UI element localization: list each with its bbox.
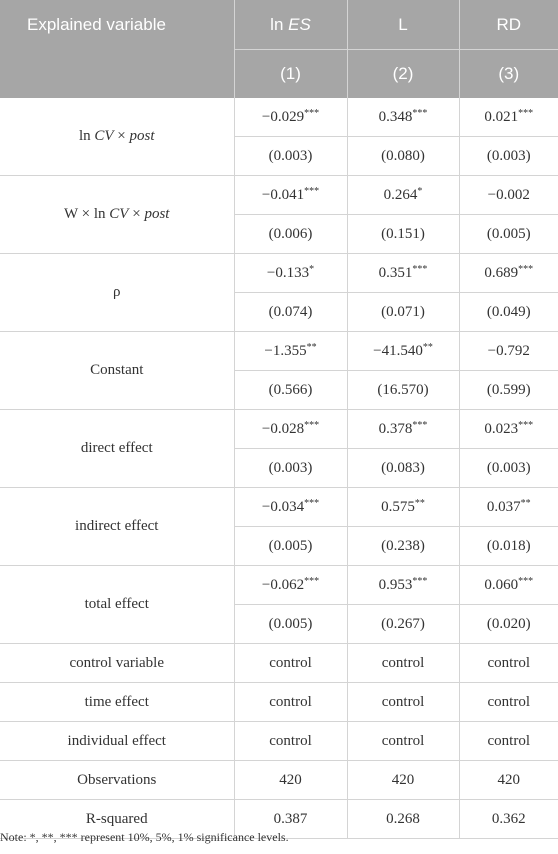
standard-error-cell: (0.005) <box>234 605 347 644</box>
significance-stars: ** <box>414 497 425 509</box>
value-cell: control <box>459 683 558 722</box>
significance-stars: *** <box>412 263 428 275</box>
standard-error-cell: (0.074) <box>234 293 347 332</box>
standard-error-cell: (0.006) <box>234 215 347 254</box>
significance-stars: *** <box>518 107 534 119</box>
table-row <box>0 683 558 722</box>
header-empty-cell <box>0 50 234 99</box>
row-label: direct effect <box>80 440 153 456</box>
header-col-1-main: ln <box>270 14 284 34</box>
table-body <box>0 98 558 839</box>
standard-error-cell: (0.020) <box>459 605 558 644</box>
header-col-3 <box>459 0 558 50</box>
coefficient-value: 0.953 <box>378 576 413 593</box>
coefficient-value: 0.021 <box>484 108 519 125</box>
significance-stars: *** <box>518 263 534 275</box>
coefficient-cell <box>347 410 459 449</box>
table-row <box>0 176 558 215</box>
value-cell: control <box>347 644 459 683</box>
value-cell: control <box>347 683 459 722</box>
significance-stars: *** <box>304 185 320 197</box>
row-variable-cell <box>0 98 234 176</box>
value-cell: 0.362 <box>459 800 558 839</box>
row-variable-cell: Observations <box>0 761 234 800</box>
header-number-3: (3) <box>459 50 558 99</box>
header-number-row <box>0 50 558 99</box>
significance-stars: * <box>309 263 315 275</box>
row-variable-cell <box>0 176 234 254</box>
significance-stars: * <box>417 185 423 197</box>
row-label: Constant <box>90 362 144 378</box>
row-variable-cell <box>0 488 234 566</box>
coefficient-cell <box>347 566 459 605</box>
coefficient-cell <box>234 176 347 215</box>
standard-error-cell: (0.599) <box>459 371 558 410</box>
coefficient-value: 0.575 <box>381 498 415 515</box>
coefficient-cell <box>347 98 459 137</box>
significance-stars: *** <box>412 575 428 587</box>
value-cell: 420 <box>459 761 558 800</box>
coefficient-cell <box>234 332 347 371</box>
coefficient-value: 0.264 <box>383 186 418 203</box>
coefficient-cell <box>347 254 459 293</box>
table-row <box>0 566 558 605</box>
standard-error-cell: (0.267) <box>347 605 459 644</box>
coefficient-value: 0.378 <box>378 420 413 437</box>
standard-error-cell: (0.080) <box>347 137 459 176</box>
table-row <box>0 644 558 683</box>
standard-error-cell: (0.071) <box>347 293 459 332</box>
value-cell: 420 <box>234 761 347 800</box>
coefficient-value: −1.355 <box>264 342 307 359</box>
standard-error-cell: (0.566) <box>234 371 347 410</box>
coefficient-cell <box>234 98 347 137</box>
row-label: W × ln CV × post <box>64 206 170 222</box>
header-col-3-main: RD <box>496 14 522 34</box>
significance-stars: *** <box>412 419 428 431</box>
coefficient-value: −0.041 <box>261 186 305 203</box>
standard-error-cell: (0.005) <box>234 527 347 566</box>
standard-error-cell: (0.151) <box>347 215 459 254</box>
header-row <box>0 0 558 50</box>
row-variable-cell: time effect <box>0 683 234 722</box>
significance-stars: *** <box>518 419 534 431</box>
coefficient-cell <box>234 410 347 449</box>
coefficient-value: −0.029 <box>261 108 305 125</box>
standard-error-cell: (16.570) <box>347 371 459 410</box>
value-cell: control <box>234 683 347 722</box>
standard-error-cell: (0.003) <box>459 137 558 176</box>
coefficient-value: 0.060 <box>484 576 519 593</box>
header-col-2-main: L <box>398 14 408 34</box>
coefficient-value: 0.023 <box>484 420 519 437</box>
coefficient-cell <box>459 332 558 371</box>
standard-error-cell: (0.003) <box>234 137 347 176</box>
table-row <box>0 488 558 527</box>
table-row <box>0 254 558 293</box>
value-cell: 420 <box>347 761 459 800</box>
table-note: Note: *, **, *** represent 10%, 5%, 1% significance levels. <box>0 830 289 844</box>
coefficient-cell <box>459 566 558 605</box>
coefficient-value: −0.062 <box>261 576 305 593</box>
row-variable-cell <box>0 410 234 488</box>
standard-error-cell: (0.238) <box>347 527 459 566</box>
header-col-2 <box>347 0 459 50</box>
header-number-1: (1) <box>234 50 347 99</box>
value-cell: control <box>347 722 459 761</box>
significance-stars: *** <box>304 419 320 431</box>
value-cell: 0.268 <box>347 800 459 839</box>
header-col-1-italic: ES <box>288 14 311 34</box>
significance-stars: *** <box>304 107 320 119</box>
table-row <box>0 98 558 137</box>
coefficient-cell <box>234 488 347 527</box>
value-cell: control <box>234 644 347 683</box>
coefficient-cell <box>347 176 459 215</box>
row-label: ρ <box>113 284 121 300</box>
coefficient-cell <box>459 176 558 215</box>
significance-stars: ** <box>422 341 433 353</box>
coefficient-cell <box>234 566 347 605</box>
row-label: total effect <box>84 596 149 612</box>
coefficient-value: −0.034 <box>261 498 305 515</box>
coefficient-value: −0.792 <box>487 342 530 359</box>
standard-error-cell: (0.083) <box>347 449 459 488</box>
table-row <box>0 332 558 371</box>
value-cell: control <box>459 722 558 761</box>
coefficient-cell <box>459 98 558 137</box>
value-cell: control <box>459 644 558 683</box>
coefficient-value: −0.133 <box>266 264 310 281</box>
row-variable-cell <box>0 566 234 644</box>
value-cell: control <box>234 722 347 761</box>
standard-error-cell: (0.018) <box>459 527 558 566</box>
row-variable-cell <box>0 332 234 410</box>
header-col-1 <box>234 0 347 50</box>
row-variable-cell: R-squared <box>0 800 234 839</box>
significance-stars: *** <box>304 575 320 587</box>
row-variable-cell: control variable <box>0 644 234 683</box>
value-cell: 0.387 <box>234 800 347 839</box>
coefficient-value: −0.028 <box>261 420 305 437</box>
row-variable-cell: individual effect <box>0 722 234 761</box>
standard-error-cell: (0.005) <box>459 215 558 254</box>
coefficient-cell <box>234 254 347 293</box>
row-variable-cell <box>0 254 234 332</box>
coefficient-value: −0.002 <box>487 186 530 203</box>
table-row <box>0 761 558 800</box>
significance-stars: *** <box>412 107 428 119</box>
coefficient-value: 0.351 <box>378 264 413 281</box>
standard-error-cell: (0.003) <box>459 449 558 488</box>
standard-error-cell: (0.003) <box>234 449 347 488</box>
significance-stars: ** <box>520 497 531 509</box>
coefficient-cell <box>459 254 558 293</box>
header-number-2: (2) <box>347 50 459 99</box>
row-label: indirect effect <box>75 518 159 534</box>
table-row <box>0 410 558 449</box>
coefficient-value: 0.037 <box>486 498 521 515</box>
row-label: ln CV × post <box>78 128 155 144</box>
coefficient-value: 0.689 <box>484 264 519 281</box>
coefficient-value: 0.348 <box>378 108 413 125</box>
significance-stars: *** <box>304 497 320 509</box>
coefficient-cell <box>347 332 459 371</box>
significance-stars: ** <box>306 341 317 353</box>
coefficient-cell <box>459 488 558 527</box>
standard-error-cell: (0.049) <box>459 293 558 332</box>
coefficient-value: −41.540 <box>373 342 423 359</box>
coefficient-cell <box>459 410 558 449</box>
coefficient-cell <box>347 488 459 527</box>
header-explained-variable: Explained variable <box>0 0 234 50</box>
table-row <box>0 722 558 761</box>
significance-stars: *** <box>518 575 534 587</box>
